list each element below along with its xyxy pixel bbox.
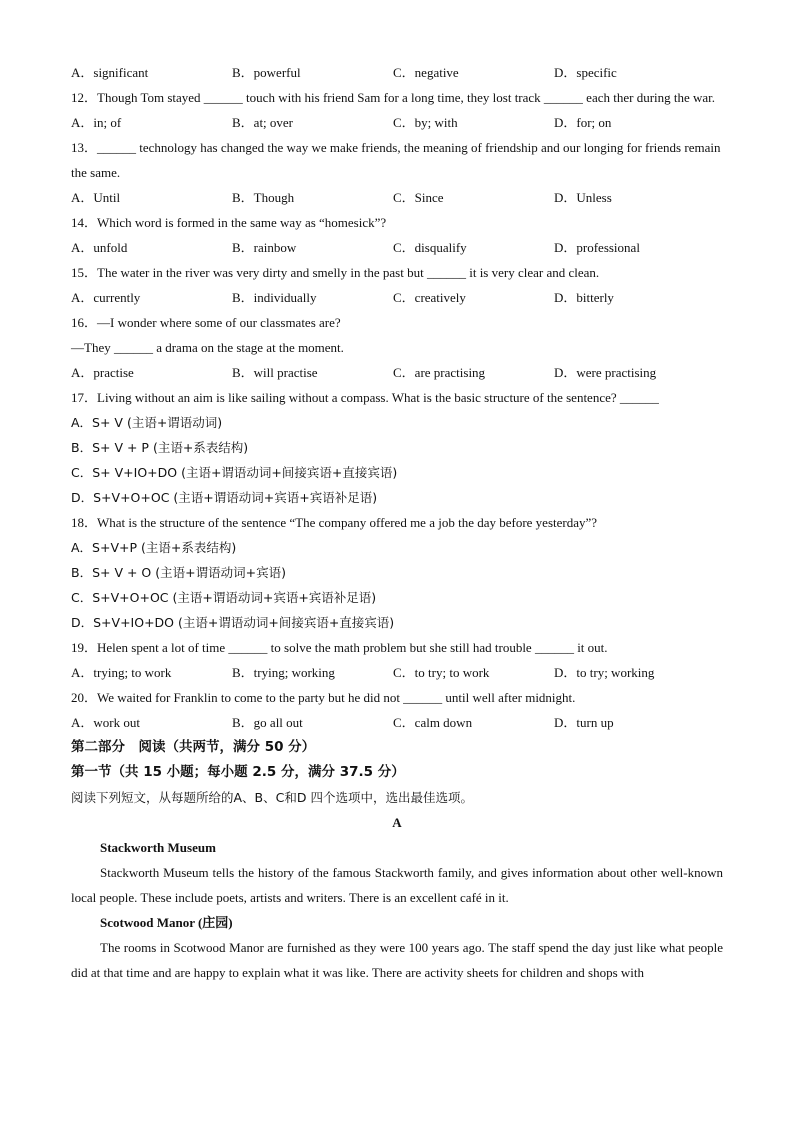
q11-options (71, 60, 723, 85)
option-c: C．disqualify (393, 240, 467, 255)
q19-stem: 19．Helen spent a lot of time ______ to solve the math problem but she still had trouble ______ it out. (71, 640, 608, 655)
q19-options (71, 660, 723, 685)
option-d: D．for; on (554, 115, 612, 130)
option-c: C．to try; to work (393, 665, 490, 680)
q18-option-b: B．S+ V + O (主语+谓语动词+宾语) (71, 565, 286, 580)
option-b: B．at; over (232, 115, 294, 130)
option-d: D．were practising (554, 365, 657, 380)
q18-option-d: D．S+V+IO+DO (主语+谓语动词+间接宾语+直接宾语) (71, 615, 395, 630)
q12-options (71, 110, 723, 135)
option-c: C．calm down (393, 715, 473, 730)
q12-stem: 12．Though Tom stayed ______ touch with his friend Sam for a long time, they lost track ______ each ther during the war. (71, 90, 716, 105)
passage-letter: A (392, 815, 402, 830)
option-c: C．creatively (393, 290, 466, 305)
q13-stem: 13．______ technology has changed the way we make friends, the meaning of friendship and our longing for friends remain the same. (71, 140, 721, 180)
option-d: D．specific (554, 65, 617, 80)
q18-option-a: A．S+V+P (主语+系表结构) (71, 540, 237, 555)
option-a: A．significant (71, 65, 149, 80)
manor-paragraph: The rooms in Scotwood Manor are furnished as they were 100 years ago. The staff spend the day just like what people did at that time and are happy to explain what it was like. There are activity sheets for children and shops with (71, 940, 723, 980)
q14-options (71, 235, 723, 260)
part2-heading: 第二部分 阅读（共两节，满分 50 分） (71, 739, 316, 755)
museum-paragraph: Stackworth Museum tells the history of the famous Stackworth family, and gives information about other well-known local people. These include poets, artists and writers. There is an excellent café in it. (71, 865, 723, 905)
q17-option-c: C．S+ V+IO+DO (主语+谓语动词+间接宾语+直接宾语) (71, 465, 398, 480)
option-a: A．practise (71, 365, 134, 380)
q18-stem: 18．What is the structure of the sentence “The company offered me a job the day before yesterday”? (71, 515, 598, 530)
option-d: D．bitterly (554, 290, 614, 305)
option-d: D．to try; working (554, 665, 655, 680)
option-c: C．Since (393, 190, 444, 205)
q18-option-c: C．S+V+O+OC (主语+谓语动词+宾语+宾语补足语) (71, 590, 377, 605)
option-b: B．Though (232, 190, 295, 205)
option-d: D．professional (554, 240, 640, 255)
option-b: B．rainbow (232, 240, 297, 255)
q16-options (71, 360, 723, 385)
q17-option-b: B．S+ V + P (主语+系表结构) (71, 440, 249, 455)
q15-stem: 15．The water in the river was very dirty and smelly in the past but ______ it is very clear and clean. (71, 265, 600, 280)
q20-stem: 20．We waited for Franklin to come to the party but he did not ______ until well after midnight. (71, 690, 576, 705)
q16-reply: —They ______ a drama on the stage at the moment. (71, 340, 344, 355)
option-c: C．are practising (393, 365, 486, 380)
q13-options (71, 185, 723, 210)
q17-option-d: D．S+V+O+OC (主语+谓语动词+宾语+宾语补足语) (71, 490, 378, 505)
option-a: A．currently (71, 290, 141, 305)
section1-heading: 第一节（共 15 小题；每小题 2.5 分，满分 37.5 分） (71, 764, 405, 780)
q17-stem: 17．Living without an aim is like sailing without a compass. What is the basic structure of the sentence? ______ (71, 390, 659, 405)
option-a: A．in; of (71, 115, 122, 130)
option-b: B．go all out (232, 715, 303, 730)
q15-options (71, 285, 723, 310)
option-b: B．will practise (232, 365, 318, 380)
q16-stem: 16．—I wonder where some of our classmates are? (71, 315, 341, 330)
option-b: B．powerful (232, 65, 301, 80)
q20-options (71, 710, 723, 735)
option-b: B．trying; working (232, 665, 335, 680)
option-a: A．work out (71, 715, 140, 730)
exam-page (71, 60, 723, 985)
manor-title: Scotwood Manor (庄园) (100, 915, 233, 930)
q14-stem: 14．Which word is formed in the same way as “homesick”? (71, 215, 387, 230)
museum-title: Stackworth Museum (100, 840, 216, 855)
option-c: C．negative (393, 65, 459, 80)
option-d: D．Unless (554, 190, 612, 205)
reading-instruction: 阅读下列短文，从每题所给的A、B、C和D 四个选项中，选出最佳选项。 (71, 790, 473, 805)
option-a: A．unfold (71, 240, 128, 255)
option-a: A．Until (71, 190, 121, 205)
option-a: A．trying; to work (71, 665, 172, 680)
option-d: D．turn up (554, 715, 614, 730)
option-b: B．individually (232, 290, 317, 305)
q17-option-a: A．S+ V (主语+谓语动词) (71, 415, 223, 430)
option-c: C．by; with (393, 115, 458, 130)
